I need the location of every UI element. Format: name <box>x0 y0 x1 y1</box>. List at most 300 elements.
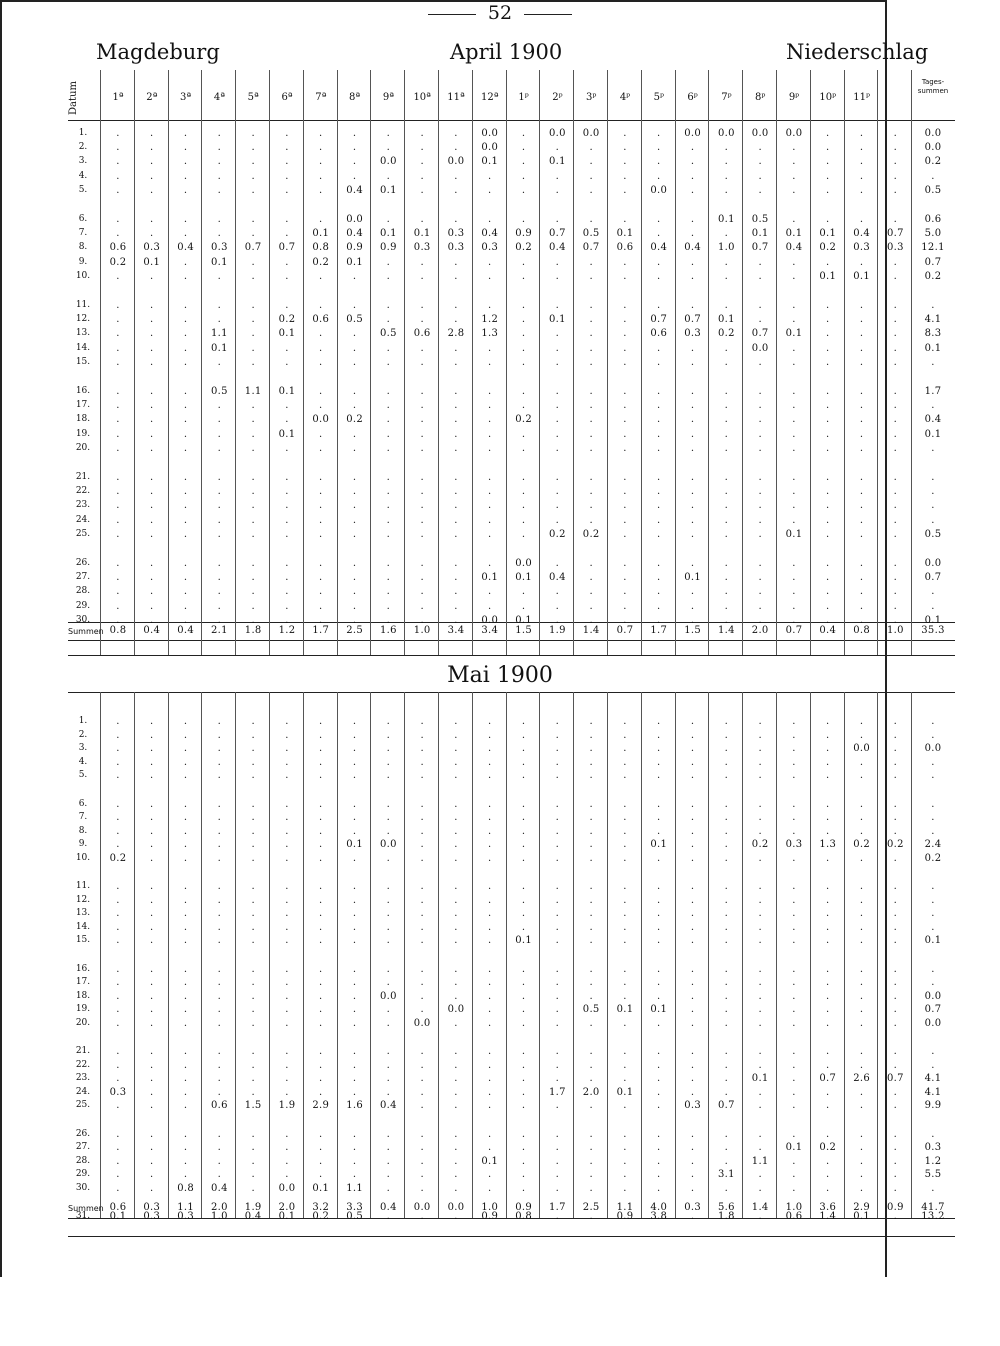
april-cell: . <box>893 558 898 569</box>
april-cell: . <box>183 586 188 598</box>
may-cell: 5.5 <box>924 1169 942 1181</box>
may-day-label: 21. <box>75 1046 91 1056</box>
april-cell: . <box>420 170 424 182</box>
may-cell: . <box>116 990 120 1002</box>
may-day-label: 19. <box>75 1004 91 1015</box>
april-cell: . <box>183 142 188 154</box>
april-cell: 0.2 <box>717 328 735 340</box>
april-cell: 0.1 <box>379 184 397 196</box>
april-cell: . <box>352 128 357 139</box>
may-cell: 0.2 <box>853 839 870 851</box>
april-cell: . <box>893 486 898 498</box>
april-cell: . <box>454 428 458 440</box>
may-cell: 0.7 <box>924 1004 942 1016</box>
may-cell: . <box>555 881 560 892</box>
april-cell: . <box>183 300 188 311</box>
may-cell: . <box>657 825 661 837</box>
may-cell: . <box>690 1128 695 1140</box>
may-cell: . <box>183 881 188 892</box>
may-sum-cell: 2.0 <box>278 1202 296 1213</box>
may-cell: . <box>589 716 593 727</box>
hour-header: 1ᵖ <box>518 92 529 103</box>
may-cell: . <box>893 1086 898 1098</box>
april-cell: . <box>758 314 762 326</box>
may-cell: . <box>893 743 898 755</box>
april-cell: . <box>251 214 255 225</box>
april-cell: 0.1 <box>379 228 397 240</box>
april-cell: 0.0 <box>379 156 397 168</box>
hour-header: 5ᵖ <box>653 92 664 103</box>
may-cell: . <box>724 977 729 989</box>
april-cell: 0.7 <box>751 242 769 254</box>
april-cell: . <box>859 356 864 368</box>
april-cell: . <box>623 414 627 426</box>
may-cell: . <box>319 1155 323 1167</box>
may-cell: . <box>285 921 289 933</box>
april-cell: . <box>150 314 154 326</box>
may-cell: 0.1 <box>616 1086 634 1098</box>
may-cell: 0.0 <box>379 990 397 1002</box>
may-cell: 0.8 <box>177 1182 194 1194</box>
april-sum-cell: 1.0 <box>886 625 904 636</box>
may-cell: . <box>488 977 492 989</box>
may-cell: . <box>352 977 357 989</box>
april-cell: . <box>555 184 560 196</box>
april-cell: . <box>758 586 762 598</box>
april-cell: . <box>555 356 560 368</box>
may-cell: . <box>116 839 120 851</box>
may-sum-cell: 2.0 <box>210 1202 228 1213</box>
april-cell: . <box>285 156 289 168</box>
may-cell: . <box>826 1046 830 1057</box>
may-cell: . <box>859 729 864 741</box>
may-cell: 0.0 <box>853 743 870 755</box>
tagessummen-header: Tages-summen <box>917 78 949 95</box>
may-cell: . <box>150 1086 154 1098</box>
may-cell: . <box>758 1017 762 1029</box>
april-cell: . <box>657 386 661 397</box>
may-cell: . <box>116 729 120 741</box>
may-cell: . <box>251 1073 255 1085</box>
may-cell: . <box>623 716 627 727</box>
may-cell: . <box>555 839 560 851</box>
may-cell: . <box>150 1073 154 1085</box>
april-cell: . <box>352 142 357 154</box>
april-cell: . <box>589 600 593 612</box>
may-cell: . <box>555 1155 560 1167</box>
april-cell: . <box>724 486 729 498</box>
april-sum-cell: 2.0 <box>751 625 769 636</box>
april-cell: . <box>150 614 154 626</box>
may-cell: . <box>454 1086 458 1098</box>
april-cell: . <box>352 572 357 584</box>
may-day-label: 9. <box>78 839 88 850</box>
may-cell: 1.9 <box>278 1100 296 1112</box>
may-cell: . <box>758 1059 762 1071</box>
april-cell: . <box>150 572 154 584</box>
may-cell: . <box>420 1073 424 1085</box>
april-cell: . <box>893 442 898 454</box>
april-cell: . <box>792 514 796 526</box>
april-cell: . <box>319 614 323 626</box>
may-cell: . <box>724 825 729 837</box>
april-cell: . <box>859 314 864 326</box>
may-cell: . <box>758 756 762 768</box>
may-cell: . <box>319 852 323 864</box>
may-cell: 0.2 <box>819 1142 837 1154</box>
april-day-label: 7. <box>78 228 88 239</box>
may-cell: . <box>931 881 935 892</box>
may-cell: . <box>931 963 935 975</box>
may-cell: . <box>285 935 289 947</box>
may-cell: . <box>319 908 323 920</box>
may-cell: . <box>251 921 255 933</box>
may-day-label: 11. <box>75 881 91 891</box>
may-cell: . <box>690 825 695 837</box>
may-day-label: 18. <box>75 990 91 1001</box>
may-cell: . <box>217 1046 222 1057</box>
may-cell: . <box>183 1169 188 1181</box>
may-cell: . <box>859 770 864 782</box>
april-cell: . <box>521 486 526 498</box>
april-cell: . <box>623 156 627 168</box>
may-cell: . <box>217 1086 222 1098</box>
april-cell: 0.6 <box>312 314 330 326</box>
april-cell: . <box>589 270 593 282</box>
may-cell: . <box>420 1059 424 1071</box>
april-cell: . <box>893 184 898 196</box>
may-cell: . <box>690 1046 695 1057</box>
may-cell: . <box>386 977 391 989</box>
april-cell: 0.5 <box>582 228 600 240</box>
may-cell: . <box>623 798 627 810</box>
may-cell: . <box>488 1004 492 1016</box>
april-cell: . <box>420 472 424 483</box>
april-cell: . <box>589 558 593 569</box>
may-cell: . <box>589 852 593 864</box>
may-cell: . <box>352 881 357 892</box>
may-cell: . <box>555 1017 560 1029</box>
april-cell: . <box>150 270 154 282</box>
may-cell: . <box>352 756 357 768</box>
may-day-label: 6. <box>78 798 88 809</box>
may-cell: . <box>217 812 222 824</box>
april-cell: . <box>826 170 830 182</box>
may-cell: . <box>521 798 526 810</box>
may-cell: . <box>217 1128 222 1140</box>
may-cell: . <box>724 1155 729 1167</box>
april-cell: . <box>183 356 188 368</box>
may-cell: . <box>386 716 391 727</box>
april-cell: . <box>285 128 289 139</box>
april-cell: 0.0 <box>582 128 600 139</box>
may-cell: . <box>116 963 120 975</box>
april-cell: . <box>352 472 357 483</box>
may-cell: . <box>859 825 864 837</box>
may-cell: . <box>386 963 391 975</box>
april-cell: . <box>657 472 661 483</box>
april-cell: . <box>555 500 560 512</box>
april-cell: 0.1 <box>751 228 769 240</box>
may-cell: 0.4 <box>210 1182 228 1194</box>
april-cell: . <box>488 528 492 540</box>
may-cell: . <box>285 977 289 989</box>
april-cell: 0.4 <box>684 242 701 254</box>
may-cell: . <box>521 1004 526 1016</box>
may-cell: . <box>352 894 357 906</box>
may-cell: . <box>352 1169 357 1181</box>
april-sum-cell: 0.8 <box>853 625 870 636</box>
april-cell: . <box>826 528 830 540</box>
may-cell: . <box>623 908 627 920</box>
april-cell: . <box>116 156 120 168</box>
april-day-label: 2. <box>78 142 88 153</box>
april-cell: 0.9 <box>346 242 363 254</box>
may-cell: . <box>758 921 762 933</box>
may-cell: . <box>488 798 492 810</box>
april-cell: . <box>116 128 120 139</box>
april-cell: . <box>285 270 289 282</box>
april-cell: . <box>826 314 830 326</box>
april-cell: . <box>420 586 424 598</box>
april-cell: . <box>657 586 661 598</box>
may-cell: . <box>454 852 458 864</box>
may-cell: . <box>758 852 762 864</box>
may-cell: . <box>150 852 154 864</box>
may-cell: . <box>150 1017 154 1029</box>
may-cell: . <box>386 1155 391 1167</box>
april-cell: . <box>555 514 560 526</box>
may-cell: . <box>420 990 424 1002</box>
may-cell: . <box>657 990 661 1002</box>
may-cell: . <box>420 1046 424 1057</box>
april-cell: . <box>690 614 695 626</box>
april-cell: . <box>251 614 255 626</box>
april-cell: 0.0 <box>447 156 465 168</box>
april-cell: . <box>657 486 661 498</box>
may-cell: . <box>352 825 357 837</box>
april-cell: 0.7 <box>548 228 566 240</box>
april-cell: . <box>657 256 661 268</box>
april-cell: . <box>758 142 762 154</box>
april-sum-cell: 2.1 <box>210 625 228 636</box>
april-cell: . <box>251 256 255 268</box>
may-cell: . <box>183 908 188 920</box>
may-cell: . <box>623 921 627 933</box>
may-cell: . <box>285 798 289 810</box>
may-cell: 3.1 <box>717 1169 735 1181</box>
april-cell: . <box>724 256 729 268</box>
may-cell: . <box>589 908 593 920</box>
april-cell: . <box>217 442 222 454</box>
may-cell: . <box>454 1169 458 1181</box>
may-cell: 2.6 <box>853 1073 870 1085</box>
may-cell: . <box>623 1017 627 1029</box>
april-cell: . <box>826 300 830 311</box>
may-cell: . <box>589 881 593 892</box>
may-cell: . <box>657 1017 661 1029</box>
hour-header: 9ª <box>382 92 394 103</box>
may-cell: . <box>555 1169 560 1181</box>
april-cell: 0.1 <box>616 228 634 240</box>
april-cell: . <box>521 500 526 512</box>
hour-header: 3ª <box>180 92 192 103</box>
may-day-label: 24. <box>75 1086 91 1097</box>
may-cell: . <box>488 894 492 906</box>
may-day-label: 20. <box>75 1017 91 1028</box>
april-cell: . <box>420 500 424 512</box>
may-cell: . <box>488 935 492 947</box>
april-cell: 0.3 <box>413 242 431 254</box>
april-cell: . <box>454 572 458 584</box>
may-cell: . <box>386 1073 391 1085</box>
may-cell: 0.0 <box>447 1004 465 1016</box>
april-cell: 0.0 <box>717 128 735 139</box>
april-cell: . <box>931 472 935 483</box>
april-cell: . <box>251 486 255 498</box>
may-cell: . <box>285 1004 289 1016</box>
april-cell: . <box>251 528 255 540</box>
april-cell: . <box>217 600 222 612</box>
april-cell: . <box>758 558 762 569</box>
april-cell: . <box>488 600 492 612</box>
may-cell: . <box>792 812 796 824</box>
april-cell: . <box>792 300 796 311</box>
april-cell: . <box>859 586 864 598</box>
may-cell: . <box>826 935 830 947</box>
april-cell: . <box>792 184 796 196</box>
may-cell: . <box>623 881 627 892</box>
april-cell: . <box>758 528 762 540</box>
april-cell: . <box>792 472 796 483</box>
may-cell: . <box>217 716 222 727</box>
may-cell: . <box>758 977 762 989</box>
may-cell: . <box>352 908 357 920</box>
may-cell: . <box>657 963 661 975</box>
may-cell: . <box>183 1128 188 1140</box>
april-cell: . <box>183 328 188 340</box>
april-cell: . <box>251 414 255 426</box>
april-cell: . <box>521 356 526 368</box>
may-cell: . <box>420 812 424 824</box>
april-cell: . <box>859 142 864 154</box>
april-cell: . <box>893 314 898 326</box>
april-cell: . <box>826 514 830 526</box>
may-cell: . <box>352 1004 357 1016</box>
april-cell: . <box>792 156 796 168</box>
april-cell: . <box>352 156 357 168</box>
april-cell: . <box>217 514 222 526</box>
april-cell: . <box>859 300 864 311</box>
may-cell: . <box>931 729 935 741</box>
may-cell: . <box>386 852 391 864</box>
may-cell: . <box>183 894 188 906</box>
may-cell: . <box>150 1059 154 1071</box>
may-cell: . <box>217 1017 222 1029</box>
may-cell: . <box>454 1100 458 1112</box>
april-cell: . <box>690 270 695 282</box>
april-cell: 0.3 <box>447 228 465 240</box>
may-cell: . <box>251 1017 255 1029</box>
april-cell: 0.1 <box>210 256 228 268</box>
may-cell: . <box>285 894 289 906</box>
april-cell: 0.7 <box>924 572 942 584</box>
april-cell: . <box>386 558 391 569</box>
april-cell: . <box>690 514 695 526</box>
may-cell: . <box>623 1155 627 1167</box>
april-cell: . <box>758 500 762 512</box>
may-cell: . <box>150 1046 154 1057</box>
april-sum-cell: 1.9 <box>548 625 566 636</box>
april-cell: . <box>758 256 762 268</box>
april-cell: . <box>183 414 188 426</box>
may-cell: 1.6 <box>346 1100 363 1112</box>
may-cell: . <box>792 716 796 727</box>
hour-header: 12ª <box>481 92 499 103</box>
may-cell: . <box>454 743 458 755</box>
april-cell: . <box>792 442 796 454</box>
april-cell: . <box>589 184 593 196</box>
april-cell: . <box>690 428 695 440</box>
april-cell: . <box>589 214 593 225</box>
may-cell: . <box>420 1142 424 1154</box>
april-cell: . <box>217 558 222 569</box>
april-cell: . <box>285 500 289 512</box>
april-cell: . <box>623 514 627 526</box>
may-cell: . <box>454 977 458 989</box>
may-cell: . <box>488 1086 492 1098</box>
april-cell: . <box>116 386 120 397</box>
april-cell: . <box>589 328 593 340</box>
may-sum-cell: 0.0 <box>413 1202 431 1213</box>
april-cell: . <box>623 386 627 397</box>
may-cell: . <box>352 1142 357 1154</box>
may-cell: . <box>150 716 154 727</box>
may-cell: . <box>758 825 762 837</box>
may-cell: 0.2 <box>924 852 942 864</box>
april-day-label: 1. <box>78 128 88 138</box>
may-cell: . <box>488 990 492 1002</box>
april-cell: 4.1 <box>924 314 942 326</box>
april-cell: . <box>589 314 593 326</box>
april-cell: . <box>454 314 458 326</box>
may-day-label: 8. <box>78 825 88 836</box>
may-cell: . <box>690 1182 695 1194</box>
may-cell: . <box>251 1169 255 1181</box>
may-cell: . <box>657 1128 661 1140</box>
may-cell: . <box>285 825 289 837</box>
april-cell: 0.7 <box>924 256 942 268</box>
april-cell: 0.0 <box>312 414 330 426</box>
may-cell: . <box>183 1155 188 1167</box>
april-cell: 0.1 <box>785 328 803 340</box>
may-cell: . <box>555 1182 560 1194</box>
may-cell: . <box>454 1073 458 1085</box>
may-cell: . <box>454 935 458 947</box>
april-cell: 0.1 <box>548 314 566 326</box>
may-cell: . <box>352 921 357 933</box>
april-cell: 0.1 <box>278 386 296 397</box>
may-cell: . <box>724 729 729 741</box>
april-cell: . <box>758 184 762 196</box>
april-cell: 0.1 <box>924 614 942 626</box>
may-cell: . <box>386 1059 391 1071</box>
april-cell: . <box>217 614 222 626</box>
april-cell: . <box>251 270 255 282</box>
may-cell: . <box>386 1182 391 1194</box>
april-cell: . <box>183 314 188 326</box>
may-cell: . <box>623 1046 627 1057</box>
